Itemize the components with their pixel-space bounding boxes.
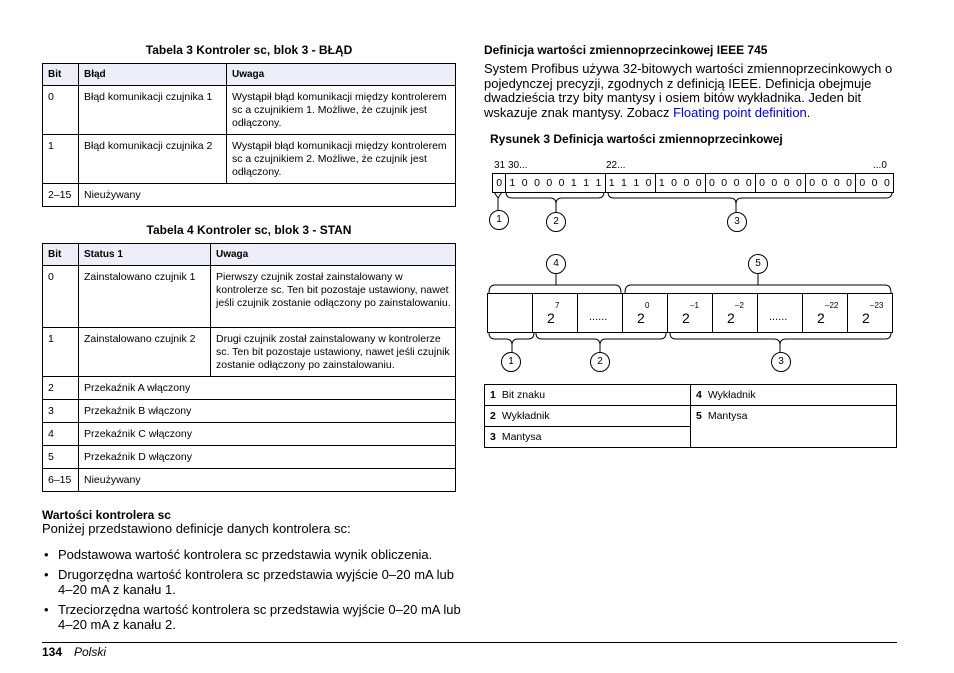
callout-2: 2 (546, 212, 566, 232)
exponent-cell (668, 294, 713, 332)
table-cell: Nieużywany (79, 469, 456, 492)
brace-exponent-top (506, 192, 604, 204)
bit-label-0: ...0 (873, 160, 887, 171)
power-exponent: –22 (825, 301, 839, 310)
table-cell: 1 (43, 135, 79, 184)
exponent-cell (578, 294, 623, 332)
callout-2: 2 (590, 352, 610, 372)
floating-point-link[interactable]: Floating point definition (673, 104, 807, 120)
list-item: • Trzeciorzędna wartość kontrolera sc przedstawia wyjście 0–20 mA lub 4–20 mA z kanału 2. (42, 602, 462, 633)
exponent-cell (803, 294, 848, 332)
table-cell: 6–15 (43, 469, 79, 492)
power-base: 2 (862, 310, 870, 326)
values-intro: Poniżej przedstawiono definicje danych kontrolera sc: (42, 521, 351, 536)
brace-mantissa-mid (625, 285, 891, 293)
ieee-body-text: System Profibus używa 32-bitowych wartości zmiennoprzecinkowych o pojedynczej precyzji, zgodnych z definicją IEEE. Definicja obejmuje dwadzieścia trzy bity mantysy i osiem bitów wykładnika. Jeden bit wskazuje znak mantysy. Zobacz (484, 61, 893, 120)
table3 (42, 63, 456, 207)
table4-header: Status 1 (79, 244, 211, 266)
callout-3: 3 (727, 212, 747, 232)
ieee-heading: Definicja wartości zmiennoprzecinkowej IEEE 745 (484, 43, 768, 57)
table-row (43, 86, 456, 135)
exponent-cell (533, 294, 578, 332)
table-row (43, 469, 456, 492)
bit-cell: 0 (693, 174, 706, 192)
table-cell: Przekaźnik D włączony (79, 446, 456, 469)
bit-cell: 0 (771, 177, 778, 189)
brace-sign-bottom (489, 333, 534, 345)
legend-item (485, 427, 691, 448)
bit-cell: 1 (583, 177, 590, 189)
legend-label: Bit znaku (501, 389, 546, 401)
table-cell: Przekaźnik B włączony (79, 400, 456, 423)
bit-label-22: 22... (606, 160, 626, 171)
bit-cell: 0 (721, 177, 728, 189)
ellipsis: ...... (769, 311, 788, 323)
table-row (43, 328, 456, 377)
table-cell: 1 (43, 328, 79, 377)
legend-num: 2 (490, 410, 496, 422)
legend-row (485, 406, 897, 427)
table-row (43, 446, 456, 469)
bit-cell: 0 (793, 174, 806, 192)
bit-cell: 1 (570, 177, 577, 189)
values-bullet-list (42, 547, 462, 637)
bit-cell: 0 (883, 177, 890, 189)
brace-sign-top (494, 192, 502, 198)
legend-num: 3 (490, 431, 496, 443)
exponent-cell (713, 294, 758, 332)
bit-cell: 0 (671, 177, 677, 189)
bit-cell: 1 (621, 177, 627, 189)
bit-cell: 0 (871, 177, 878, 189)
table-cell: 5 (43, 446, 79, 469)
power-exponent: –2 (735, 301, 744, 310)
table-row (43, 377, 456, 400)
table4-header: Uwaga (211, 244, 456, 266)
legend-num: 1 (490, 389, 496, 401)
bit-cell: 0 (642, 174, 655, 192)
bit-cell: 0 (493, 174, 506, 192)
bit-cell: 0 (534, 177, 540, 189)
table3-header: Uwaga (227, 64, 456, 86)
legend-label: Wykładnik (501, 410, 550, 422)
bit-cell: 0 (546, 177, 553, 189)
table-row (43, 135, 456, 184)
ieee-body (484, 62, 898, 120)
table4-header: Bit (43, 244, 79, 266)
table4-caption: Tabela 4 Kontroler sc, blok 3 - STAN (146, 223, 352, 237)
bit-cell: 0 (558, 177, 565, 189)
bit-cell: 1 (658, 177, 665, 189)
bit-cell: 0 (809, 177, 816, 189)
callout-1: 1 (501, 352, 521, 372)
exponent-cell (848, 294, 892, 332)
power-exponent: –23 (870, 301, 884, 310)
bit-cell: 0 (843, 174, 856, 192)
bit-cell: 0 (521, 177, 528, 189)
list-item: • Drugorzędna wartość kontrolera sc przedstawia wyjście 0–20 mA lub 4–20 mA z kanału 1. (42, 567, 462, 598)
table-cell: Nieużywany (79, 184, 456, 207)
table-cell: Przekaźnik C włączony (79, 423, 456, 446)
table-row (43, 184, 456, 207)
power-base: 2 (682, 310, 690, 326)
table-cell: Zainstalowano czujnik 1 (79, 266, 211, 328)
table-cell: Drugi czujnik został zainstalowany w kontrolerze sc. Ten bit pozostaje ustawiony, nawet jeśli czujnik zostanie odłączony po zainstalowaniu. (211, 328, 456, 377)
legend-label: Mantysa (707, 410, 748, 422)
table-cell: Błąd komunikacji czujnika 2 (79, 135, 227, 184)
power-base: 2 (547, 310, 555, 326)
legend-row (485, 385, 897, 406)
bit-cell: 0 (859, 177, 866, 189)
list-item: • Podstawowa wartość kontrolera sc przedstawia wynik obliczenia. (42, 547, 462, 563)
bit-cell: 0 (783, 177, 790, 189)
legend-item (691, 406, 897, 448)
table3-header: Bit (43, 64, 79, 86)
table-cell: 4 (43, 423, 79, 446)
bit-cell: 0 (821, 177, 828, 189)
legend-item (485, 385, 691, 406)
callout-5: 5 (748, 254, 768, 274)
bit-cell: 0 (759, 177, 765, 189)
brace-exponent-bottom (536, 333, 666, 345)
bit-cell: 0 (733, 177, 740, 189)
bit-cell: 1 (509, 177, 516, 189)
figure-lines (480, 190, 900, 380)
table3-header: Błąd (79, 64, 227, 86)
footer-rule (42, 642, 897, 643)
bit-label-31: 31 (494, 160, 506, 171)
bit-cell: 0 (709, 177, 715, 189)
table-row (43, 423, 456, 446)
legend-item (485, 406, 691, 427)
table-cell: Przekaźnik A włączony (79, 377, 456, 400)
table-cell: Zainstalowano czujnik 2 (79, 328, 211, 377)
legend-item (691, 385, 897, 406)
table-cell: 0 (43, 86, 79, 135)
bit-cell: 0 (683, 177, 690, 189)
legend-label: Mantysa (501, 431, 542, 443)
table-cell: Błąd komunikacji czujnika 1 (79, 86, 227, 135)
brace-mantissa-top (608, 192, 892, 204)
bit-cell: 1 (592, 174, 605, 192)
footer-language: Polski (74, 645, 107, 659)
values-heading: Wartości kontrolera sc (42, 508, 171, 522)
power-base: 2 (727, 310, 735, 326)
table-cell: 2 (43, 377, 79, 400)
callout-1: 1 (489, 210, 509, 230)
table-cell: 2–15 (43, 184, 79, 207)
brace-mantissa-bottom (670, 333, 891, 345)
bit-cell: 1 (633, 177, 640, 189)
brace-exponent-mid (489, 285, 621, 293)
figure-legend (484, 384, 897, 448)
power-base: 2 (817, 310, 825, 326)
table4-header-row (43, 244, 456, 266)
legend-num: 4 (696, 389, 702, 401)
table-cell: 3 (43, 400, 79, 423)
power-exponent: 0 (645, 301, 650, 310)
power-exponent: 7 (555, 301, 560, 310)
table4 (42, 243, 456, 492)
ieee-body-end: . (806, 104, 811, 120)
figure-caption: Rysunek 3 Definicja wartości zmiennoprzecinkowej (490, 132, 783, 146)
exponent-cell (623, 294, 668, 332)
table-cell: Pierwszy czujnik został zainstalowany w kontrolerze sc. Ten bit pozostaje ustawiony, nawet jeśli czujnik zostanie odłączony po zainstalowaniu. (211, 266, 456, 328)
callout-3: 3 (771, 352, 791, 372)
callout-4: 4 (546, 254, 566, 274)
legend-num: 5 (696, 410, 702, 422)
table-cell: Wystąpił błąd komunikacji między kontrolerem sc a czujnikiem 2. Możliwe, że czujnik jest odłączony. (227, 135, 456, 184)
page-number: 134 (42, 645, 63, 659)
exponent-row (487, 293, 893, 333)
bit-cell: 0 (743, 174, 756, 192)
table3-header-row (43, 64, 456, 86)
bit-label-30: 30... (508, 160, 528, 171)
legend-label: Wykładnik (707, 389, 756, 401)
table-row (43, 400, 456, 423)
table-cell: Wystąpił błąd komunikacji między kontrolerem sc a czujnikiem 1. Możliwe, że czujnik jest odłączony. (227, 86, 456, 135)
power-exponent: –1 (690, 301, 699, 310)
exponent-cell (758, 294, 803, 332)
exponent-cell (488, 294, 533, 332)
bit-cell: 0 (833, 177, 840, 189)
table-row (43, 266, 456, 328)
table3-caption: Tabela 3 Kontroler sc, blok 3 - BŁĄD (145, 43, 353, 57)
power-base: 2 (637, 310, 645, 326)
table-cell: 0 (43, 266, 79, 328)
ellipsis: ...... (589, 311, 608, 323)
bit-cell: 1 (608, 177, 615, 189)
